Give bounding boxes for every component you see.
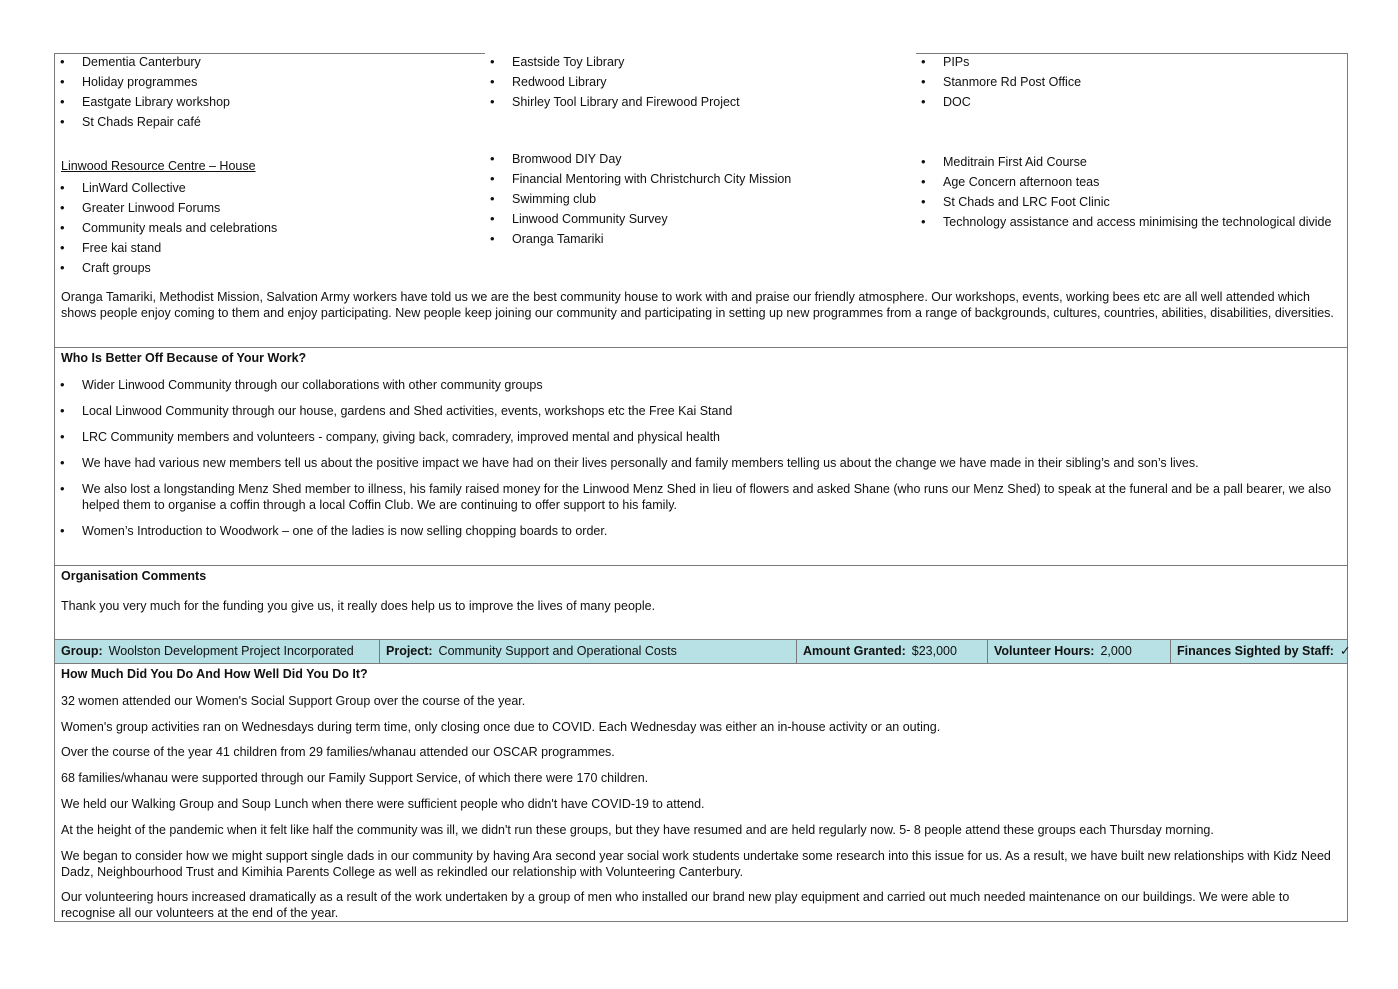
hours-cell	[988, 640, 1171, 663]
group-info-bar	[55, 639, 1351, 664]
how-much-paragraph: Women's group activities ran on Wednesdays during term time, only closing once due to COVID. Each Wednesday was either an in-house activity or an outing.	[61, 720, 941, 734]
list-item: • Greater Linwood Forums	[55, 199, 277, 219]
list-item: • St Chads and LRC Foot Clinic	[916, 193, 1331, 213]
how-much-paragraph: Over the course of the year 41 children from 29 families/whanau attended our OSCAR programmes.	[61, 745, 615, 759]
list-item: • Local Linwood Community through our house, gardens and Shed activities, events, workshops etc the Free Kai Stand	[55, 403, 1339, 419]
list-item: • Redwood Library	[485, 73, 740, 93]
group-cell	[55, 640, 380, 663]
list-item: • We have had various new members tell us about the positive impact we have had on their lives personally and family members telling us about the change we have made in their sibling’s and son’s lives.	[55, 455, 1339, 471]
col1-list	[55, 53, 230, 133]
finances-cell	[1171, 640, 1351, 663]
list-item: • Women’s Introduction to Woodwork – one of the ladies is now selling chopping boards to order.	[55, 523, 1339, 539]
project-value: Community Support and Operational Costs	[438, 644, 677, 658]
col2-list-2	[485, 150, 791, 250]
amount-cell	[797, 640, 988, 663]
how-much-paragraph: 68 families/whanau were supported through our Family Support Service, of which there were 170 children.	[61, 771, 649, 785]
list-item: • Oranga Tamariki	[485, 230, 791, 250]
list-item: • Financial Mentoring with Christchurch City Mission	[485, 170, 791, 190]
group-label: Group:	[61, 644, 103, 658]
check-icon: ✓	[1339, 644, 1351, 658]
list-item: • Craft groups	[55, 259, 277, 279]
col3-list	[916, 53, 1081, 113]
list-item: • LRC Community members and volunteers - company, giving back, comradery, improved mental and physical health	[55, 429, 1339, 445]
better-off-list	[55, 377, 1339, 549]
list-item: • Technology assistance and access minimising the technological divide	[916, 213, 1331, 233]
col3-list-2	[916, 153, 1331, 233]
list-item: • Stanmore Rd Post Office	[916, 73, 1081, 93]
list-item: • Swimming club	[485, 190, 791, 210]
list-item: • DOC	[916, 93, 1081, 113]
list-item: • Eastgate Library workshop	[55, 93, 230, 113]
how-much-paragraph: At the height of the pandemic when it felt like half the community was ill, we didn't run these groups, but they have resumed and are held regularly now. 5- 8 people attend these groups each Thursday morning.	[61, 823, 1214, 837]
how-much-paragraph: 32 women attended our Women's Social Support Group over the course of the year.	[61, 694, 526, 708]
amount-label: Amount Granted:	[803, 644, 906, 658]
amount-value: $23,000	[911, 644, 957, 658]
finances-label: Finances Sighted by Staff:	[1177, 644, 1334, 658]
how-much-paragraph: We began to consider how we might support single dads in our community by having Ara second year social work students undertake some research into this issue for us. As a result, we have built new relationships with Kidz Need Dadz, Neighbourhood Trust and Kimihia Parents College as well as rekindled our relationship with Volunteering Canterbury.	[61, 849, 1331, 879]
better-off-heading: Who Is Better Off Because of Your Work?	[61, 351, 307, 365]
summary-paragraph: Oranga Tamariki, Methodist Mission, Salvation Army workers have told us we are the best community house to work with and praise our friendly atmosphere. Our workshops, events, working bees etc are all well attended which shows people enjoy coming to them and enjoy participating. New people keep joining our community and participating in setting up new programmes from a range of backgrounds, cultures, countries, abilities, disabilities, diversities.	[61, 290, 1334, 320]
group-value: Woolston Development Project Incorporated	[108, 644, 354, 658]
hours-value: 2,000	[1100, 644, 1132, 658]
list-item: • Wider Linwood Community through our collaborations with other community groups	[55, 377, 1339, 393]
divider	[55, 347, 1347, 348]
list-item: • Dementia Canterbury	[55, 53, 230, 73]
how-much-heading: How Much Did You Do And How Well Did You Do It?	[61, 667, 368, 681]
list-item: • Shirley Tool Library and Firewood Project	[485, 93, 740, 113]
divider	[55, 565, 1347, 566]
list-item: • LinWard Collective	[55, 179, 277, 199]
list-item: • Age Concern afternoon teas	[916, 173, 1331, 193]
col1-list-2	[55, 179, 277, 279]
list-item: • Free kai stand	[55, 239, 277, 259]
project-label: Project:	[386, 644, 433, 658]
project-cell	[380, 640, 797, 663]
org-comments-heading: Organisation Comments	[61, 569, 207, 583]
list-item: • St Chads Repair café	[55, 113, 230, 133]
list-item: • Meditrain First Aid Course	[916, 153, 1331, 173]
report-table	[54, 53, 1351, 922]
col1-heading: Linwood Resource Centre – House	[61, 159, 256, 173]
how-much-paragraph: We held our Walking Group and Soup Lunch when there were sufficient people who didn't have COVID-19 to attend.	[61, 797, 705, 811]
list-item: • Community meals and celebrations	[55, 219, 277, 239]
list-item: • Holiday programmes	[55, 73, 230, 93]
org-comments-text: Thank you very much for the funding you give us, it really does help us to improve the lives of many people.	[61, 599, 656, 613]
hours-label: Volunteer Hours:	[994, 644, 1095, 658]
list-item: • Linwood Community Survey	[485, 210, 791, 230]
how-much-paragraph: Our volunteering hours increased dramatically as a result of the work undertaken by a group of men who installed our brand new play equipment and carried out much needed maintenance on our buildings. We were able to recognise all our volunteers at the end of the year.	[61, 890, 1290, 920]
list-item: • Bromwood DIY Day	[485, 150, 791, 170]
list-item: • PIPs	[916, 53, 1081, 73]
col2-list	[485, 53, 740, 113]
list-item: • We also lost a longstanding Menz Shed member to illness, his family raised money for the Linwood Menz Shed in lieu of flowers and asked Shane (who runs our Menz Shed) to speak at the funeral and be a pall bearer, we also helped them to organise a coffin through a local Coffin Club. We are continuing to offer support to his family.	[55, 481, 1339, 513]
list-item: • Eastside Toy Library	[485, 53, 740, 73]
